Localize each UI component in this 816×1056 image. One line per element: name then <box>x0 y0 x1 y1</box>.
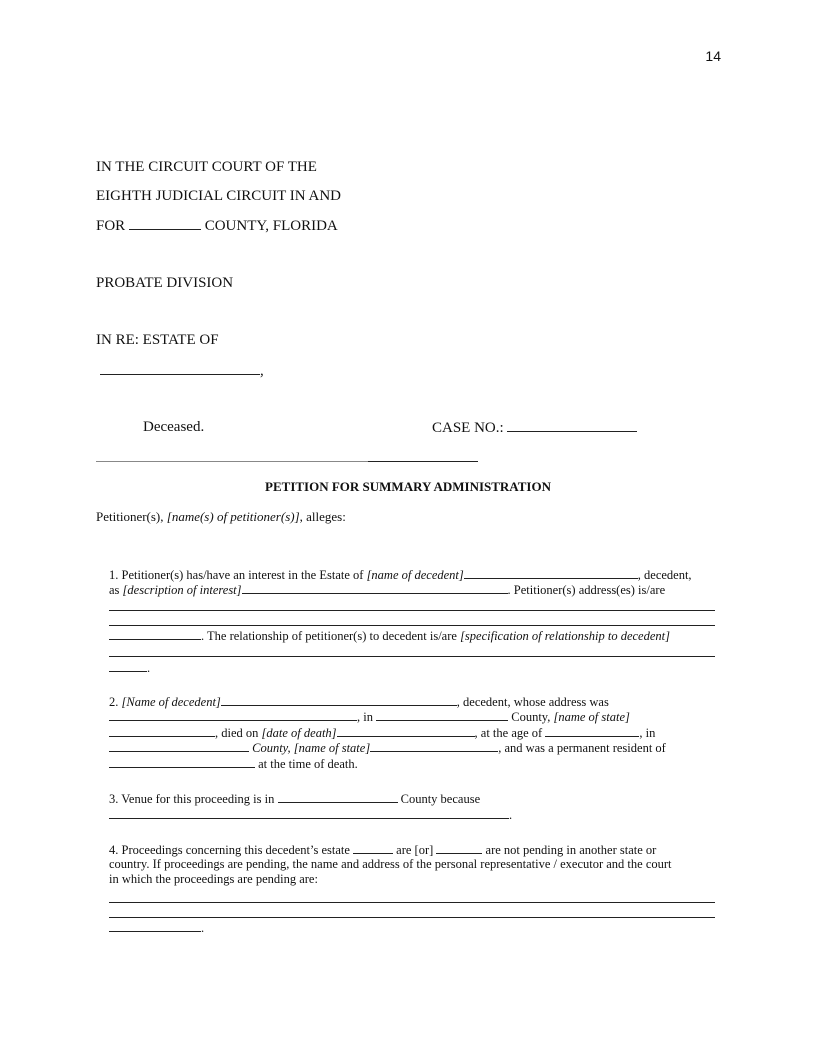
p2-age-blank[interactable] <box>545 724 639 737</box>
p2-text-a: 2. <box>109 695 122 709</box>
county-prefix: FOR <box>96 218 126 234</box>
p1-relationship-placeholder: [specification of relationship to decedent] <box>460 629 670 643</box>
p2-residence-blank[interactable] <box>109 724 215 737</box>
p1-text-g: . The relationship of petitioner(s) to decedent is/are <box>201 629 461 643</box>
p2-date-blank[interactable] <box>337 724 475 737</box>
p4-text-c: are not pending in another state or <box>482 843 657 857</box>
p1-relationship-blank-1[interactable] <box>109 656 715 657</box>
intro-line <box>96 509 346 525</box>
division-label: PROBATE DIVISION <box>96 275 234 291</box>
county-blank[interactable] <box>129 217 201 230</box>
p3-line-1 <box>109 790 480 807</box>
p1-end: . <box>147 661 151 675</box>
p2-date-placeholder: [date of death] <box>261 726 337 740</box>
deceased-label: Deceased. <box>143 419 205 435</box>
p4-end: . <box>201 921 205 935</box>
petitioner-name-placeholder: [name(s) of petitioner(s)] <box>166 509 300 524</box>
p2-county-blank[interactable] <box>376 708 508 721</box>
p2-text-j: , in <box>639 726 656 740</box>
page-number: 14 <box>705 48 721 64</box>
p3-text-b: County because <box>397 792 481 806</box>
p2-death-county-blank[interactable] <box>109 739 249 752</box>
p1-text-f: . Petitioner(s) address(es) is/are <box>507 583 666 597</box>
p4-proceedings-blank-3[interactable] <box>109 919 201 932</box>
p2-text-k: County, <box>249 741 294 755</box>
case-number-line <box>432 419 637 437</box>
p4-text-a: 4. Proceedings concerning this decedent’s estate <box>109 843 354 857</box>
p4-line-4 <box>109 919 204 936</box>
p1-line-2 <box>109 581 665 598</box>
p2-decedent-placeholder: [Name of decedent] <box>121 695 221 709</box>
p1-address-blank-1[interactable] <box>109 610 715 611</box>
p4-line-2: country. If proceedings are pending, the name and address of the personal representative / executor and the court <box>109 857 672 871</box>
p4-proceedings-blank-2[interactable] <box>109 917 715 918</box>
document-title: PETITION FOR SUMMARY ADMINISTRATION <box>265 479 551 494</box>
p2-text-c: , decedent, whose address was <box>456 695 609 709</box>
p3-reason-blank[interactable] <box>109 806 509 819</box>
p2-line-2 <box>109 708 630 725</box>
p3-line-2 <box>109 806 512 823</box>
p2-state-placeholder: [name of state] <box>553 710 630 724</box>
p2-text-g: , died on <box>215 726 262 740</box>
decedent-name-blank[interactable] <box>100 362 260 375</box>
p1-address-blank-3[interactable] <box>109 627 201 640</box>
p2-text-i: , at the age of <box>474 726 546 740</box>
p2-decedent-blank[interactable] <box>221 693 457 706</box>
p4-are-blank[interactable] <box>353 841 393 854</box>
p1-text-d: as <box>109 583 123 597</box>
case-number-blank[interactable] <box>507 419 637 432</box>
county-suffix: COUNTY, FLORIDA <box>204 218 338 234</box>
p1-interest-placeholder: [description of interest] <box>122 583 242 597</box>
p1-decedent-placeholder: [name of decedent] <box>366 568 464 582</box>
court-caption-line-1: IN THE CIRCUIT COURT OF THE <box>96 159 317 175</box>
p2-death-state-blank[interactable] <box>370 739 498 752</box>
court-caption-line-2: EIGHTH JUDICIAL CIRCUIT IN AND <box>96 188 341 204</box>
p3-county-blank[interactable] <box>278 790 398 803</box>
p2-text-e: County, <box>508 710 554 724</box>
p1-text-c: , decedent, <box>637 568 692 582</box>
p1-decedent-blank[interactable] <box>464 566 638 579</box>
intro-suffix: , alleges: <box>299 509 346 524</box>
p4-line-3: in which the proceedings are pending are: <box>109 872 318 886</box>
p3-text-a: 3. Venue for this proceeding is in <box>109 792 278 806</box>
decedent-name-line[interactable]: , <box>100 362 264 380</box>
p2-text-d: , in <box>357 710 377 724</box>
p3-end: . <box>509 808 513 822</box>
p1-address-blank-2[interactable] <box>109 625 715 626</box>
p4-are-not-blank[interactable] <box>436 841 482 854</box>
case-number-label: CASE NO.: <box>432 420 504 436</box>
p2-line-5 <box>109 755 358 772</box>
p4-text-b: are [or] <box>393 843 437 857</box>
court-caption-line-3 <box>96 217 338 235</box>
p2-address-blank[interactable] <box>109 708 357 721</box>
p1-line-4 <box>109 659 150 676</box>
p1-text-a: 1. Petitioner(s) has/have an interest in the Estate of <box>109 568 367 582</box>
p4-line-1 <box>109 841 656 858</box>
in-re-label: IN RE: ESTATE OF <box>96 332 219 348</box>
p2-permanent-residence-blank[interactable] <box>109 755 255 768</box>
p2-text-n: at the time of death. <box>255 757 358 771</box>
intro-prefix: Petitioner(s), <box>96 509 167 524</box>
p1-line-3 <box>109 627 670 644</box>
p4-proceedings-blank-1[interactable] <box>109 902 715 903</box>
p1-interest-blank[interactable] <box>242 581 508 594</box>
caption-divider-dark <box>368 461 478 462</box>
p2-text-m: , and was a permanent resident of <box>498 741 666 755</box>
p2-death-state-placeholder: [name of state] <box>293 741 371 755</box>
p2-line-4 <box>109 739 666 756</box>
p1-relationship-blank-2[interactable] <box>109 659 147 672</box>
